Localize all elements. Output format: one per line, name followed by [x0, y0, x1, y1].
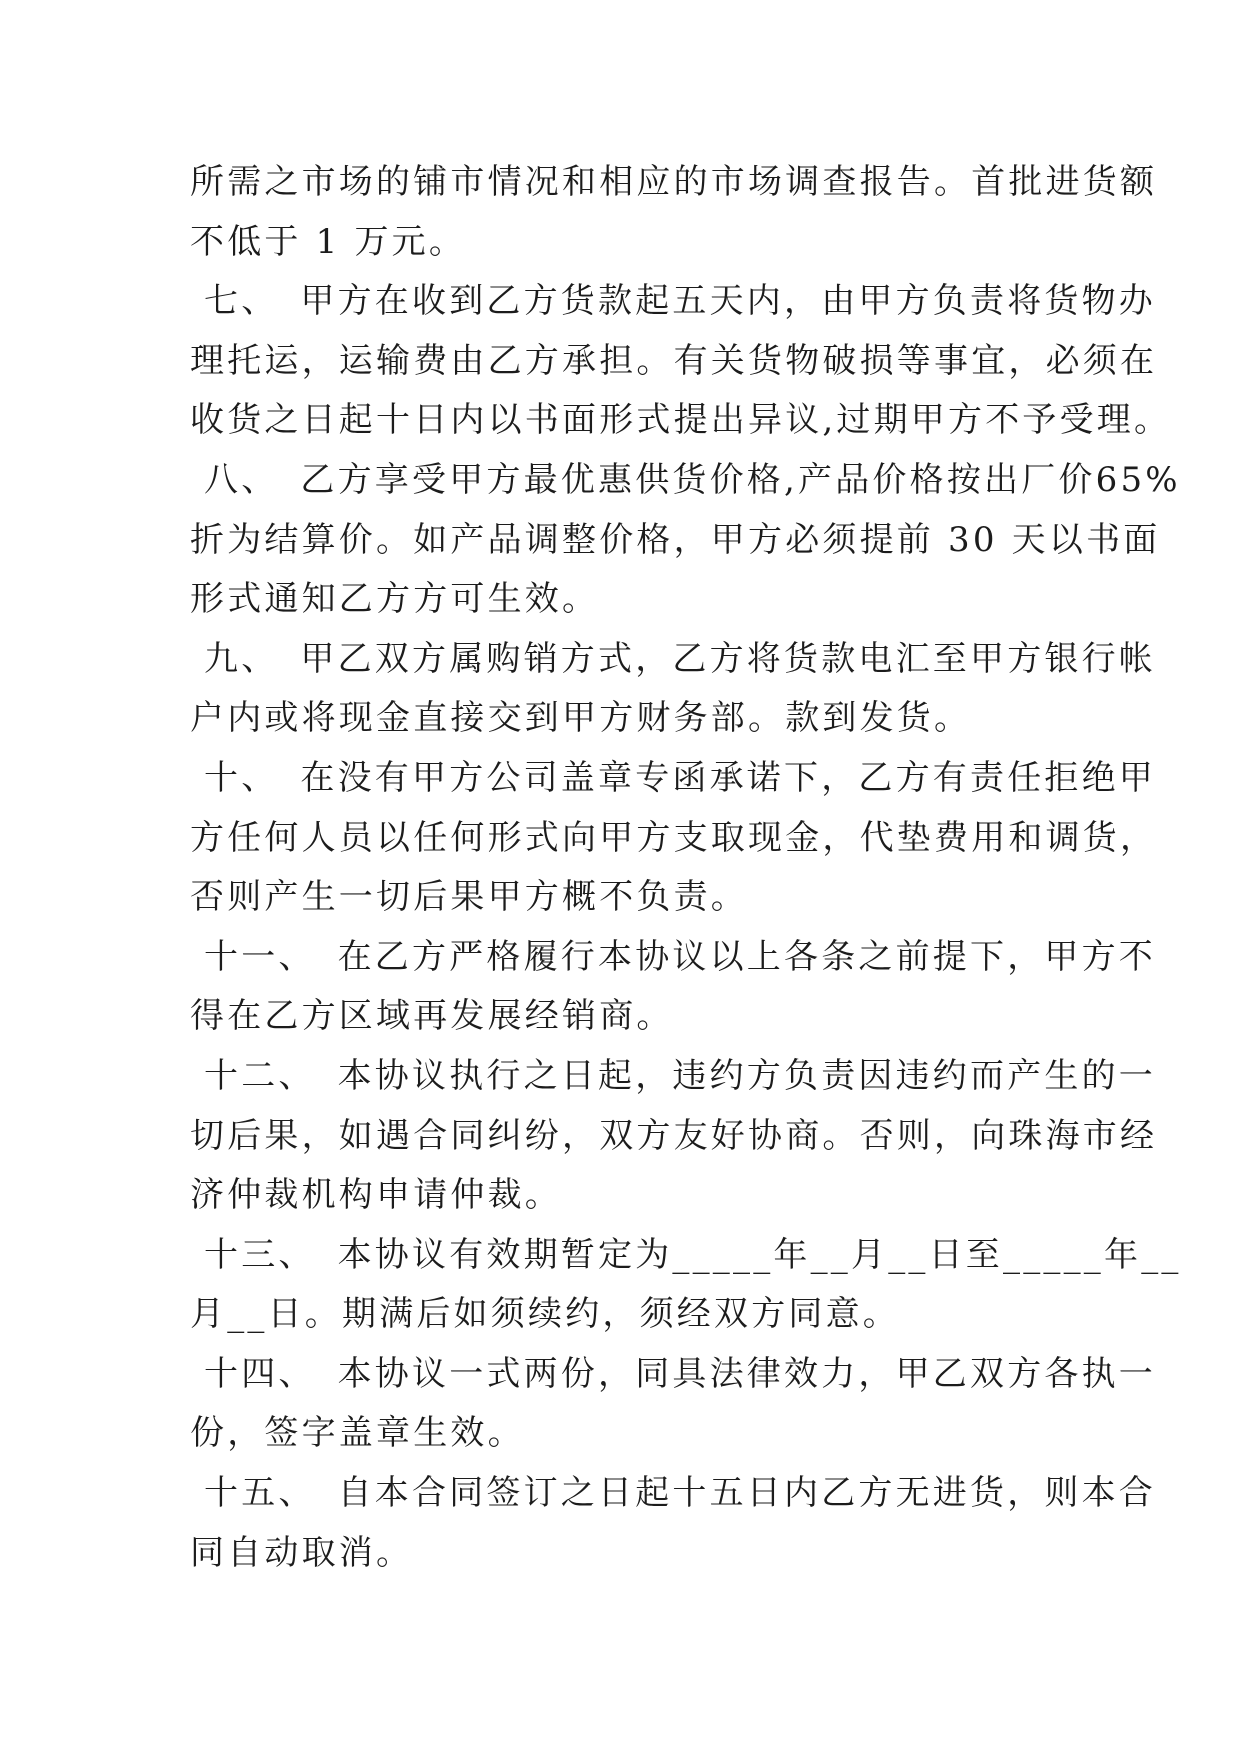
clause-number: 九、 — [204, 638, 279, 679]
text-line: 切后果，如遇合同纠纷，双方友好协商。否则，向珠海市经 — [190, 1115, 1158, 1156]
text-line: 份，签字盖章生效。 — [190, 1413, 525, 1454]
text-line: 否则产生一切后果甲方概不负责。 — [190, 877, 748, 918]
clause-line — [190, 1345, 1157, 1405]
clause-line — [190, 928, 1157, 988]
clause-number: 十二、 — [204, 1055, 316, 1096]
clause-line — [190, 1226, 1182, 1286]
clause-line — [190, 749, 1157, 809]
text-line: 户内或将现金直接交到甲方财务部。款到发货。 — [190, 698, 972, 739]
clause-text: 本协议有效期暂定为_____年__月__日至_____年__ — [337, 1234, 1182, 1275]
text-line: 方任何人员以任何形式向甲方支取现金，代垫费用和调货， — [190, 817, 1158, 858]
text-line: 济仲裁机构申请仲裁。 — [190, 1175, 562, 1216]
clause-text: 自本合同签订之日起十五日内乙方无进货，则本合 — [337, 1473, 1157, 1514]
text-line: 理托运，运输费由乙方承担。有关货物破损等事宜，必须在 — [190, 340, 1158, 381]
clause-text: 本协议执行之日起，违约方负责因违约而产生的一 — [337, 1055, 1157, 1096]
clause-text: 在没有甲方公司盖章专函承诺下，乙方有责任拒绝甲 — [300, 757, 1157, 798]
clause-number: 十三、 — [204, 1234, 316, 1275]
text-line: 不低于 1 万元。 — [190, 221, 467, 262]
clause-line — [190, 1464, 1157, 1524]
clause-text: 甲乙双方属购销方式，乙方将货款电汇至甲方银行帐 — [300, 638, 1157, 679]
clause-text: 乙方享受甲方最优惠供货价格,产品价格按出厂价65% — [300, 459, 1181, 500]
clause-number: 十四、 — [204, 1353, 316, 1394]
clause-line — [190, 272, 1157, 332]
text-line: 收货之日起十日内以书面形式提出异议,过期甲方不予受理。 — [190, 400, 1172, 441]
contract-body-text — [190, 153, 1182, 1583]
clause-line — [190, 630, 1157, 690]
text-line: 月__日。期满后如须续约，须经双方同意。 — [190, 1294, 900, 1335]
clause-line — [190, 451, 1181, 511]
clause-number: 七、 — [204, 281, 279, 322]
clause-text: 在乙方严格履行本协议以上各条之前提下，甲方不 — [337, 936, 1157, 977]
text-line: 形式通知乙方方可生效。 — [190, 579, 600, 620]
clause-line — [190, 1047, 1157, 1107]
text-line: 所需之市场的铺市情况和相应的市场调查报告。首批进货额 — [190, 162, 1158, 202]
clause-text: 甲方在收到乙方货款起五天内，由甲方负责将货物办 — [300, 281, 1157, 322]
clause-number: 十、 — [204, 757, 279, 798]
text-line: 得在乙方区域再发展经销商。 — [190, 996, 674, 1037]
clause-text: 本协议一式两份，同具法律效力，甲乙双方各执一 — [337, 1353, 1157, 1394]
clause-number: 八、 — [204, 459, 279, 500]
clause-number: 十五、 — [204, 1473, 316, 1514]
text-line: 同自动取消。 — [190, 1532, 414, 1573]
clause-number: 十一、 — [204, 936, 316, 977]
text-line: 折为结算价。如产品调整价格，甲方必须提前 30 天以书面 — [190, 519, 1161, 560]
